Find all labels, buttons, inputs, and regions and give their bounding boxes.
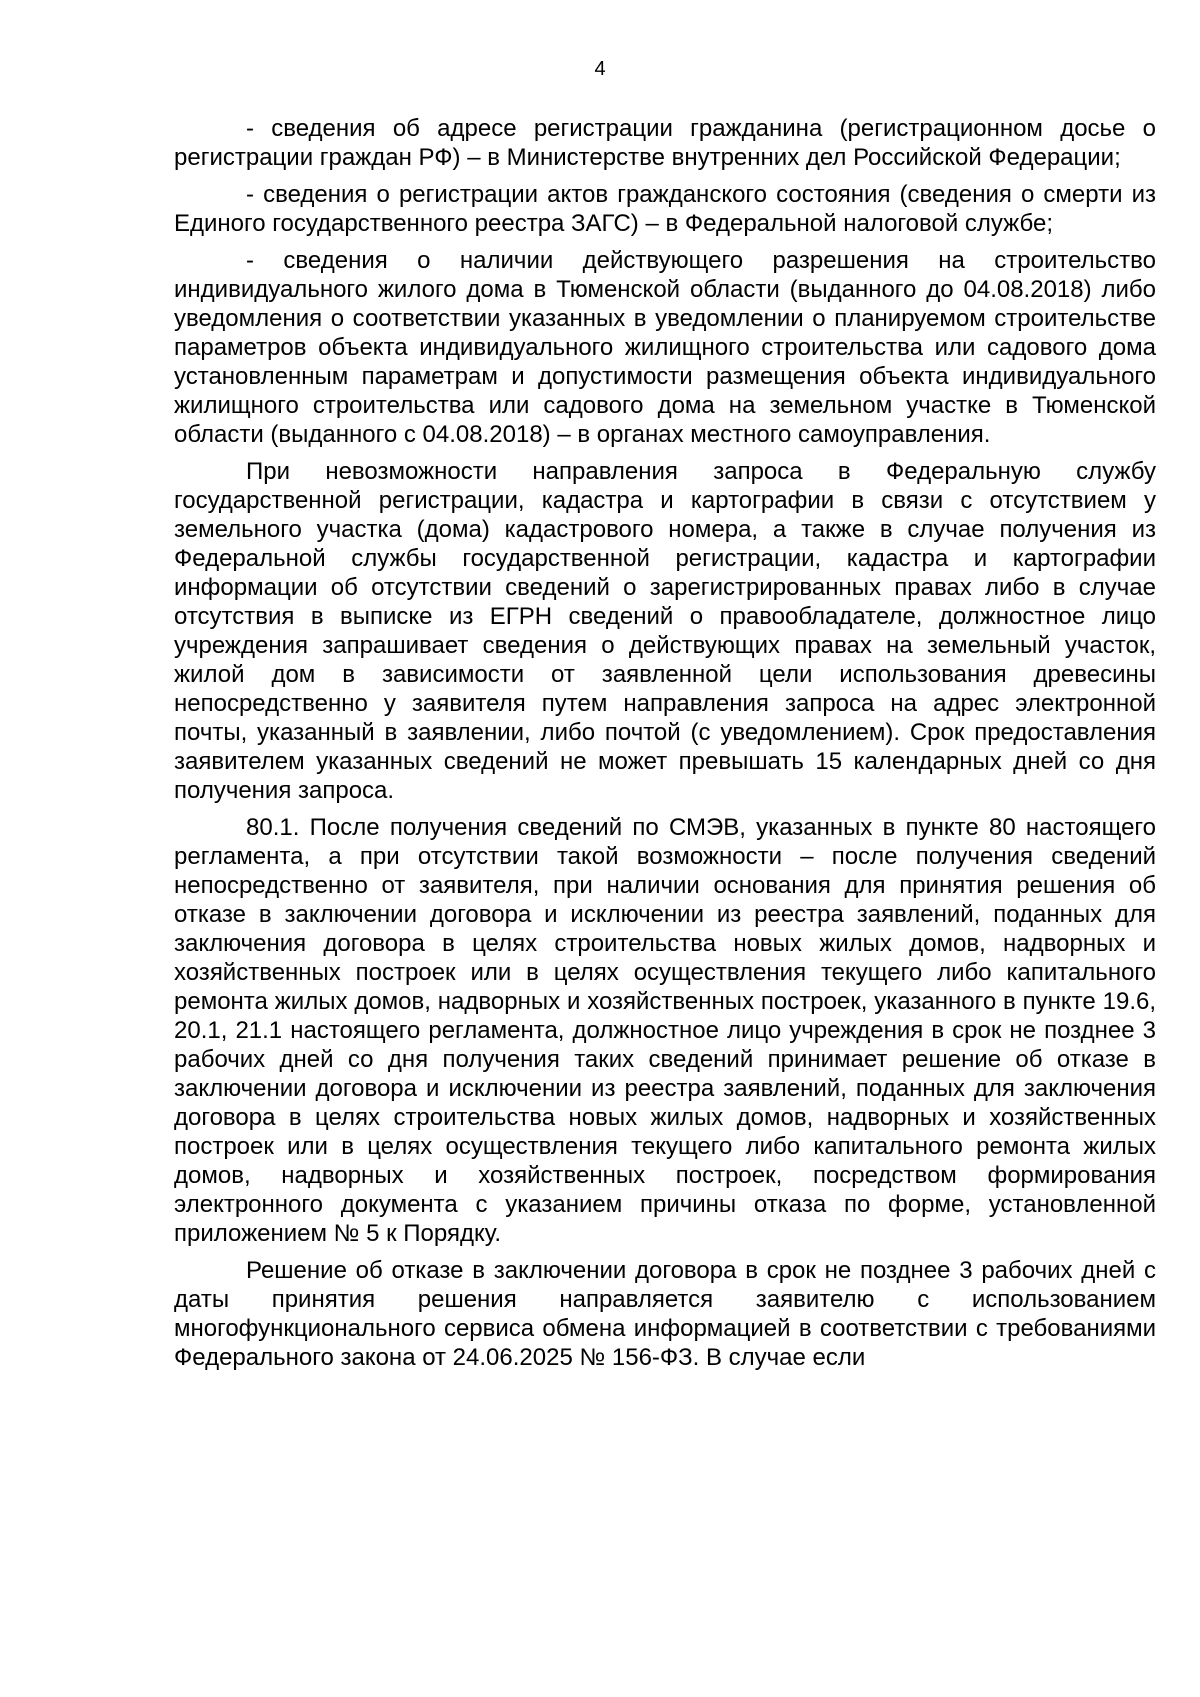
paragraph-mvd-registration: - сведения об адресе регистрации гражданина (регистрационном досье о регистрации граждан РФ) – в Министерстве внутренних дел Российской Федерации; <box>174 115 1156 171</box>
paragraph-building-permit: - сведения о наличии действующего разрешения на строительство индивидуального жилого дома в Тюменской области (выданного до 04.08.2018) либо уведомления о соответствии указанных в уведомлении о планируемом строительстве параметров объекта индивидуального жилищного строительства или садового дома установленным параметрам и допустимости размещения объекта индивидуального жилищного строительства или садового дома на земельном участке в Тюменской области (выданного с 04.08.2018) – в органах местного самоуправления. <box>174 247 1156 448</box>
paragraph-request-impossible: При невозможности направления запроса в Федеральную службу государственной регистрации, кадастра и картографии в связи с отсутствием у земельного участка (дома) кадастрового номера, а также в случае получения из Федеральной службы государственной регистрации, кадастра и картографии информации об отсутствии сведений о зарегистрированных правах либо в случае отсутствия в выписке из ЕГРН сведений о правообладателе, должностное лицо учреждения запрашивает сведения о действующих правах на земельный участок, жилой дом в зависимости от заявленной цели использования древесины непосредственно у заявителя путем направления запроса на адрес электронной почты, указанный в заявлении, либо почтой (с уведомлением). Срок предоставления заявителем указанных сведений не может превышать 15 календарных дней со дня получения запроса. <box>174 458 1156 804</box>
paragraph-refusal-decision: Решение об отказе в заключении договора в срок не позднее 3 рабочих дней с даты принятия решения направляется заявителю с использованием многофункционального сервиса обмена информацией в соответствии с требованиями Федерального закона от 24.06.2025 № 156-ФЗ. В случае если <box>174 1257 1156 1371</box>
page-number: 4 <box>594 58 606 80</box>
paragraph-zags-records: - сведения о регистрации актов гражданского состояния (сведения о смерти из Единого государственного реестра ЗАГС) – в Федеральной налоговой службе; <box>174 181 1156 237</box>
document-body <box>174 114 1156 1380</box>
paragraph-80-1: 80.1. После получения сведений по СМЭВ, указанных в пункте 80 настоящего регламента, а при отсутствии такой возможности – после получения сведений непосредственно от заявителя, при наличии основания для принятия решения об отказе в заключении договора и исключении из реестра заявлений, поданных для заключения договора в целях строительства новых жилых домов, надворных и хозяйственных построек или в целях осуществления текущего либо капитального ремонта жилых домов, надворных и хозяйственных построек, указанного в пункте 19.6, 20.1, 21.1 настоящего регламента, должностное лицо учреждения в срок не позднее 3 рабочих дней со дня получения таких сведений принимает решение об отказе в заключении договора и исключении из реестра заявлений, поданных для заключения договора в целях строительства новых жилых домов, надворных и хозяйственных построек или в целях осуществления текущего либо капитального ремонта жилых домов, надворных и хозяйственных построек, посредством формирования электронного документа с указанием причины отказа по форме, установленной приложением № 5 к Порядку. <box>174 814 1156 1247</box>
